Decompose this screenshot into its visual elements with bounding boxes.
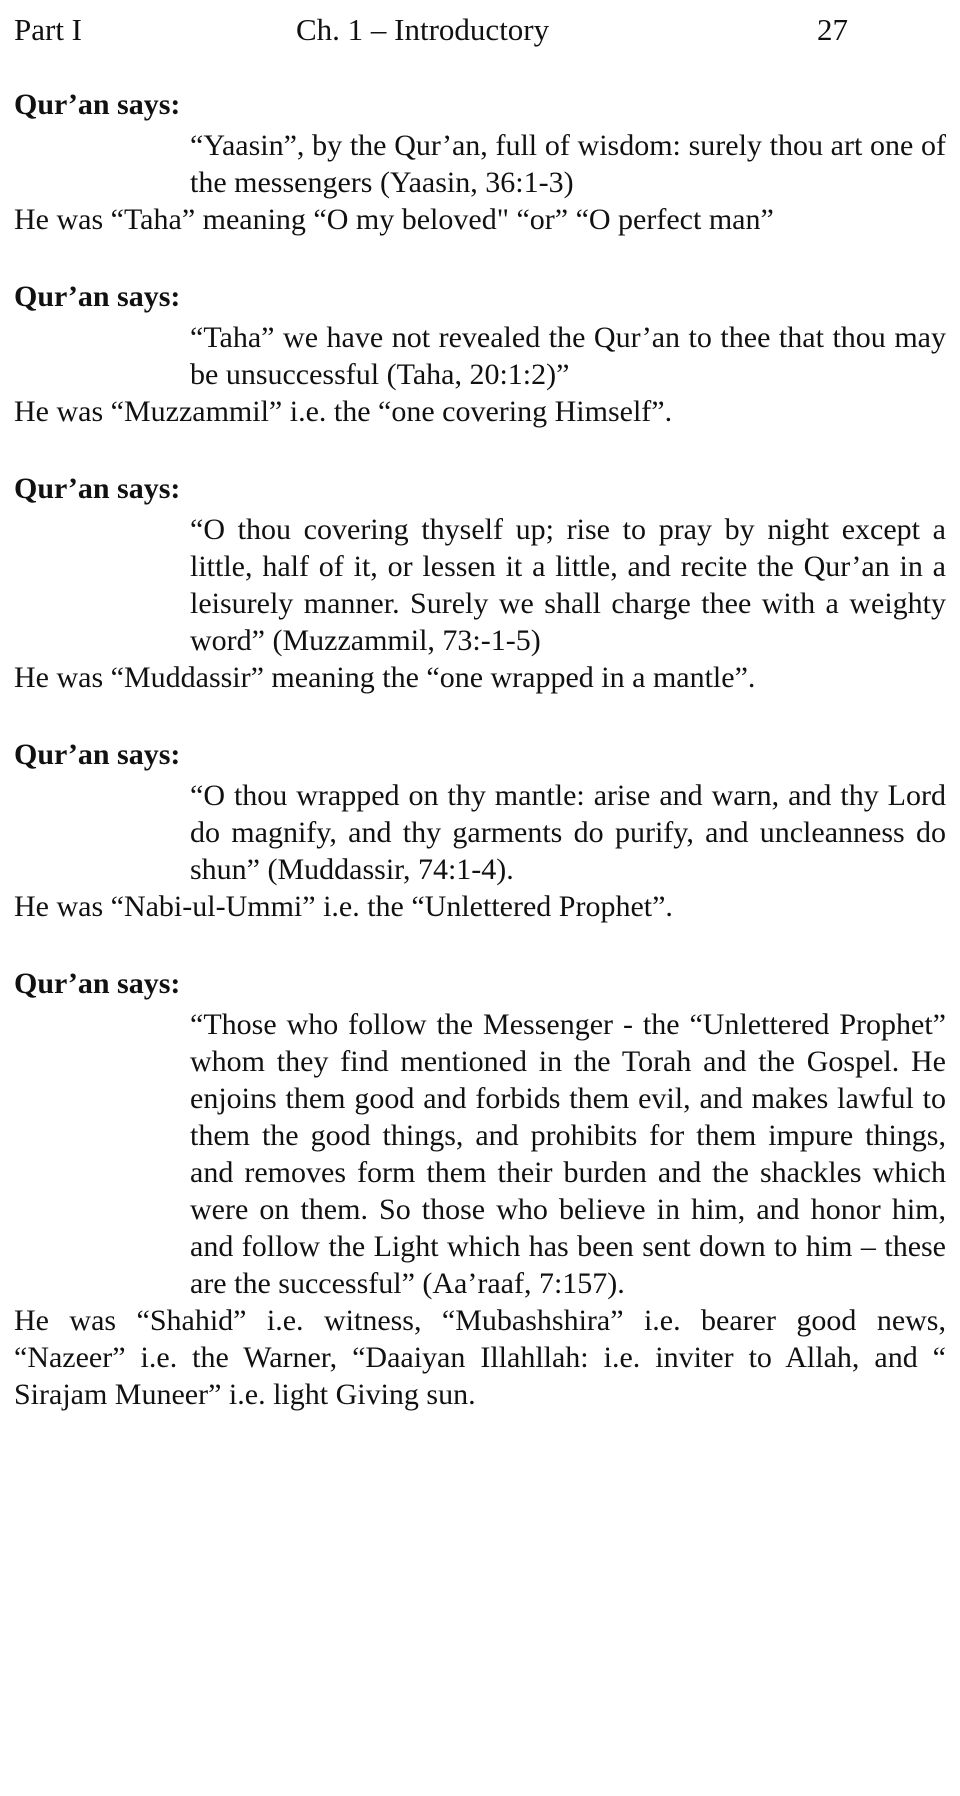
section-2 (14, 278, 946, 430)
section-heading: Qur’an says: (14, 967, 181, 1000)
section-spacer (14, 925, 946, 965)
section-heading: Qur’an says: (14, 280, 181, 313)
section-commentary: He was “Shahid” i.e. witness, “Mubashshira” i.e. bearer good news, “Nazeer” i.e. the Warner, “Daaiyan Illahllah: i.e. inviter to Allah, and “ Sirajam Muneer” i.e. light Giving sun. (14, 1304, 946, 1411)
section-spacer (14, 696, 946, 736)
section-heading: Qur’an says: (14, 88, 181, 121)
quran-quote: “Those who follow the Messenger - the “Unlettered Prophet” whom they find mentioned in the Torah and the Gospel. He enjoins them good and forbids them evil, and makes lawful to them the good things, and prohibits for them impure things, and removes form them their burden and the shackles which were on them. So those who believe in him, and honor him, and follow the Light which has been sent down to him – these are the successful” (Aa’raaf, 7:157). (190, 1008, 946, 1300)
section-commentary: He was “Muddassir” meaning the “one wrapped in a mantle”. (14, 661, 756, 694)
quran-quote: “Yaasin”, by the Qur’an, full of wisdom: surely thou art one of the messengers (Yaasin, 36:1-3) (190, 129, 946, 199)
section-spacer (14, 430, 946, 470)
section-commentary: He was “Taha” meaning “O my beloved" “or” “O perfect man” (14, 203, 774, 236)
quran-quote: “O thou wrapped on thy mantle: arise and warn, and thy Lord do magnify, and thy garments do purify, and uncleanness do shun” (Muddassir, 74:1-4). (190, 779, 946, 886)
page-header (14, 8, 894, 52)
section-3 (14, 470, 946, 696)
quran-quote: “Taha” we have not revealed the Qur’an to thee that thou may be unsuccessful (Taha, 20:1:2)” (190, 321, 946, 391)
header-chapter: Ch. 1 – Introductory (296, 12, 550, 47)
section-commentary: He was “Nabi-ul-Ummi” i.e. the “Unlettered Prophet”. (14, 890, 673, 923)
section-4 (14, 736, 946, 925)
section-1 (14, 86, 946, 238)
section-heading: Qur’an says: (14, 738, 181, 771)
section-commentary: He was “Muzzammil” i.e. the “one covering Himself”. (14, 395, 673, 428)
section-spacer (14, 238, 946, 278)
section-heading: Qur’an says: (14, 472, 181, 505)
header-page-number: 27 (817, 12, 848, 47)
header-part: Part I (14, 12, 83, 47)
quran-quote: “O thou covering thyself up; rise to pray by night except a little, half of it, or lessen it a little, and recite the Qur’an in a leisurely manner. Surely we shall charge thee with a weighty word” (Muzzammil, 73:-1-5) (190, 513, 946, 657)
section-5 (14, 965, 946, 1413)
page-content (14, 86, 946, 1413)
